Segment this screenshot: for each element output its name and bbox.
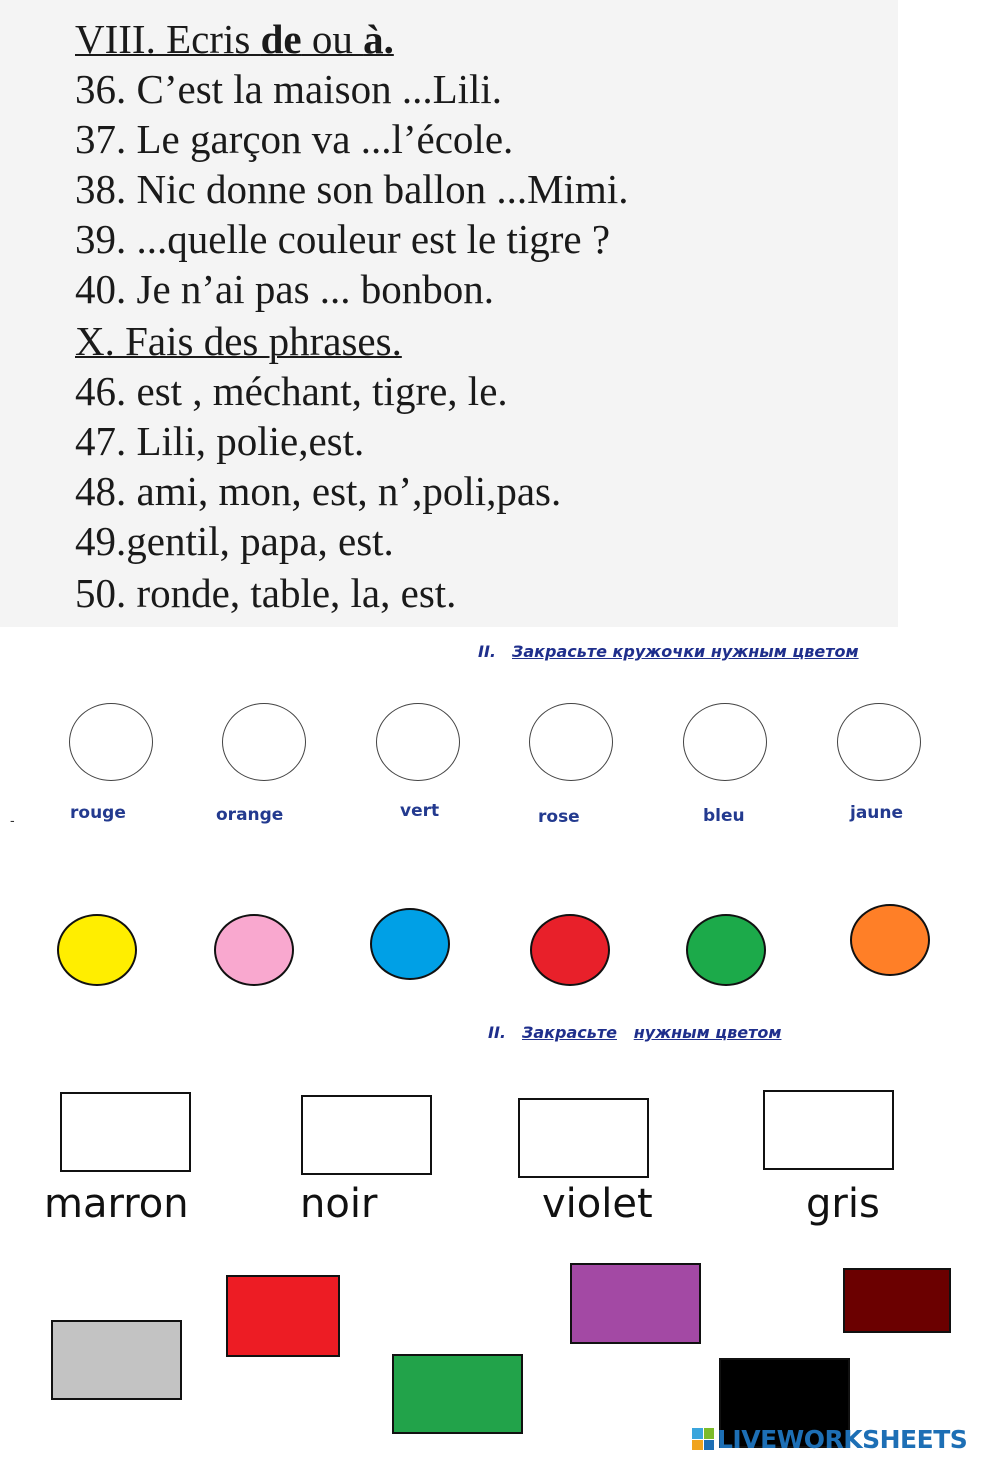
swatch-maroon[interactable]: [843, 1268, 951, 1333]
label-rouge: rouge: [70, 803, 126, 823]
label-rose: rose: [538, 807, 580, 827]
instruction-text: Закрасьте кружочки нужным цветом: [511, 642, 859, 661]
color-dot-red[interactable]: [530, 914, 610, 986]
swatch-red[interactable]: [226, 1275, 340, 1357]
sentence-47: 47. Lili, polie,est.: [75, 418, 365, 464]
liveworksheets-text: LIVEWORKSHEETS: [717, 1424, 968, 1454]
circle-orange[interactable]: [222, 703, 306, 781]
sentence-48: 48. ami, mon, est, n’,poli,pas.: [75, 468, 562, 514]
label-noir: noir: [300, 1181, 378, 1227]
instruction-number: II.: [488, 1023, 506, 1042]
sentence-50: 50. ronde, table, la, est.: [75, 570, 457, 616]
liveworksheets-logo: [692, 1424, 967, 1454]
label-jaune: jaune: [850, 803, 904, 823]
sentence-37: 37. Le garçon va ...l’école.: [75, 116, 514, 162]
swatch-purple[interactable]: [570, 1263, 701, 1344]
scanned-exercise-panel: [0, 0, 898, 627]
label-marron: marron: [44, 1181, 189, 1227]
sentence-49: 49.gentil, papa, est.: [75, 518, 394, 564]
circle-jaune[interactable]: [837, 703, 921, 781]
color-dot-pink[interactable]: [214, 914, 294, 986]
label-bleu: bleu: [703, 806, 745, 826]
swatch-green[interactable]: [392, 1354, 523, 1434]
circle-rouge[interactable]: [69, 703, 153, 781]
color-dot-blue[interactable]: [370, 908, 450, 980]
color-dot-green[interactable]: [686, 914, 766, 986]
sentence-40: 40. Je n’ai pas ... bonbon.: [75, 266, 495, 312]
swatch-grey[interactable]: [51, 1320, 182, 1400]
label-violet: violet: [542, 1181, 653, 1227]
exercise-viii-title: VIII. Ecris de ou à.: [75, 16, 394, 62]
label-vert: vert: [400, 801, 440, 821]
instruction-text-b: нужным цветом: [633, 1023, 782, 1042]
instruction-circles: [478, 642, 859, 661]
circle-rose[interactable]: [529, 703, 613, 781]
box-marron[interactable]: [60, 1092, 191, 1172]
circle-vert[interactable]: [376, 703, 460, 781]
instruction-number: II.: [478, 642, 496, 661]
exercise-x-title: X. Fais des phrases.: [75, 318, 402, 364]
label-orange: orange: [216, 805, 284, 825]
color-dot-orange[interactable]: [850, 904, 930, 976]
box-violet[interactable]: [518, 1098, 649, 1178]
sentence-38: 38. Nic donne son ballon ...Mimi.: [75, 166, 629, 212]
sentence-36: 36. C’est la maison ...Lili.: [75, 66, 503, 112]
liveworksheets-mark-icon: [692, 1428, 714, 1450]
circle-bleu[interactable]: [683, 703, 767, 781]
label-gris: gris: [806, 1181, 880, 1227]
instruction-text-a: Закрасьте: [521, 1023, 617, 1042]
box-gris[interactable]: [763, 1090, 894, 1170]
color-dot-yellow[interactable]: [57, 914, 137, 986]
instruction-boxes: [488, 1023, 781, 1042]
sentence-46: 46. est , méchant, tigre, le.: [75, 368, 508, 414]
box-noir[interactable]: [301, 1095, 432, 1175]
sentence-39: 39. ...quelle couleur est le tigre ?: [75, 216, 611, 262]
stray-dash: -: [10, 812, 15, 828]
